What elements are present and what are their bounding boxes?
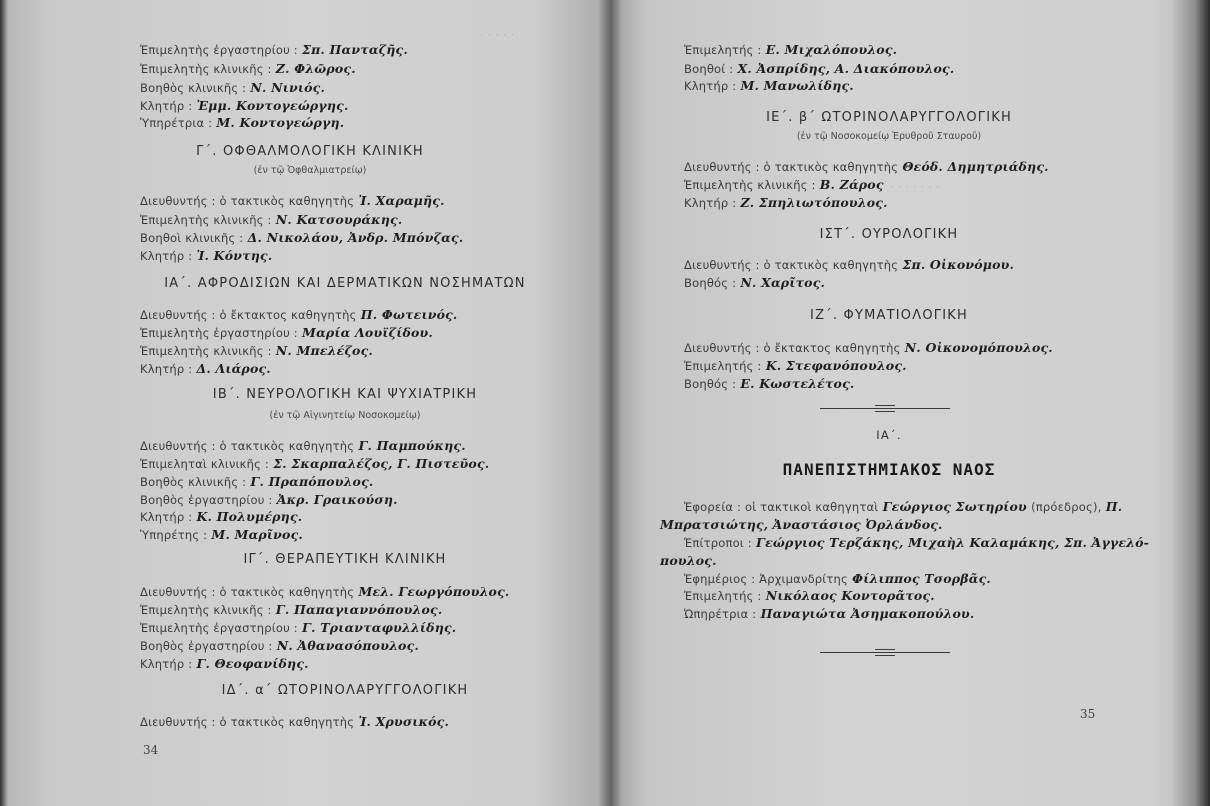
entry-line: Ἐπιμελητὴς κλινικῆς : Γ. Παπαγιαννόπουλος. — [140, 602, 443, 617]
entry-line: Ὑπηρέτρια : Μ. Κοντογεώργη. — [140, 115, 345, 130]
section-heading: ΙΔ΄. α΄ ΩΤΟΡΙΝΟΛΑΡΥΓΓΟΛΟΓΙΚΗ — [221, 683, 469, 698]
entry-line: Ἐπιμελητὴς ἐργαστηρίου : Σπ. Πανταζῆς. — [140, 42, 408, 57]
section-subtitle: (ἐν τῷ Αἰγινητείῳ Νοσοκομείῳ) — [269, 410, 421, 421]
section-heading: ΙΣΤ΄. ΟΥΡΟΛΟΓΙΚΗ — [819, 227, 959, 242]
page-number: 34 — [143, 743, 159, 757]
entry-line: Διευθυντής : ὁ τακτικὸς καθηγητὴς Ἰ. Χρυσικός. — [140, 714, 450, 729]
page-number: 35 — [1080, 707, 1096, 721]
bleed-through-text: · · · · · · · — [890, 180, 940, 194]
entry-line: Βοηθός : Ν. Χαρῖτος. — [684, 275, 826, 290]
entry-line: Ἐφημέριος : Ἀρχιμανδρίτης Φίλιππος Τσορβᾶς. — [684, 571, 991, 586]
section-heading: ΙΓ΄. ΘΕΡΑΠΕΥΤΙΚΗ ΚΛΙΝΙΚΗ — [243, 552, 447, 567]
entry-line: Διευθυντής : ὁ τακτικὸς καθηγητὴς Γ. Παμπούκης. — [140, 438, 466, 453]
entry-line: Διευθυντής : ὁ τακτικὸς καθηγητὴς Σπ. Οἰκονόμου. — [684, 257, 1015, 272]
entry-line: Κλητήρ : Ἰ. Κόντης. — [140, 248, 273, 263]
right-page — [610, 0, 1210, 806]
entry-line: Ἐπιμελητής : Ε. Μιχαλόπουλος. — [684, 42, 898, 57]
entry-line: Ἐπιμελητὴς κλινικῆς : Ζ. Φλῶρος. — [140, 61, 356, 76]
entry-line: Βοηθὸς κλινικῆς : Ν. Νινιός. — [140, 80, 326, 95]
section-heading: Γ΄. ΟΦΘΑΛΜΟΛΟΓΙΚΗ ΚΛΙΝΙΚΗ — [196, 144, 424, 159]
entry-line: Ἐπίτροποι : Γεώργιος Τερζάκης, Μιχαὴλ Καλαμάκης, Σπ. Ἀγγελό- — [684, 535, 1150, 550]
entry-line: Κλητήρ : Δ. Λιάρος. — [140, 361, 271, 376]
section-heading: ΙΕ΄. β΄ ΩΤΟΡΙΝΟΛΑΡΥΓΓΟΛΟΓΙΚΗ — [766, 110, 1012, 125]
section-heading: ΙΑ΄. ΑΦΡΟΔΙΣΙΩΝ ΚΑΙ ΔΕΡΜΑΤΙΚΩΝ ΝΟΣΗΜΑΤΩΝ — [164, 276, 526, 291]
entry-line: Κλητήρ : Ζ. Σπηλιωτόπουλος. — [684, 195, 888, 210]
church-heading: ΠΑΝΕΠΙΣΤΗΜΙΑΚΟΣ ΝΑΟΣ — [782, 460, 996, 479]
section-heading: ΙΖ΄. ΦΥΜΑΤΙΟΛΟΓΙΚΗ — [810, 308, 968, 323]
entry-line: Διευθυντής : ὁ ἔκτακτος καθηγητὴς Π. Φωτεινός. — [140, 307, 458, 322]
bleed-through-text: · · · · · — [480, 28, 515, 42]
entry-line: Ἐπιμελητὴς ἐργαστηρίου : Γ. Τριανταφυλλίδης. — [140, 620, 457, 635]
section-subtitle: (ἐν τῷ Νοσοκομείῳ Ἐρυθροῦ Σταυροῦ) — [796, 131, 982, 142]
part-label: ΙΑ΄. — [876, 428, 902, 442]
entry-line: Κλητήρ : Μ. Μανωλίδης. — [684, 78, 854, 93]
entry-line: Βοηθὸς ἐργαστηρίου : Ν. Ἀθανασόπουλος. — [140, 638, 419, 653]
page-edge-shadow — [1172, 0, 1210, 806]
book-gutter — [598, 0, 622, 806]
entry-line: Κλητήρ : Ἐμμ. Κοντογεώργης. — [140, 98, 349, 113]
section-heading: ΙΒ΄. ΝΕΥΡΟΛΟΓΙΚΗ ΚΑΙ ΨΥΧΙΑΤΡΙΚΗ — [212, 387, 478, 402]
entry-line: Ἐπιμεληταὶ κλινικῆς : Σ. Σκαρπαλέζος, Γ. Πιστεῦος. — [140, 456, 490, 471]
entry-line: Ἐπιμελητὴς κλινικῆς : Ν. Μπελέζος. — [140, 343, 373, 358]
entry-line: Ἐφορεία : οἱ τακτικοὶ καθηγηταὶ Γεώργιος Σωτηρίου (πρόεδρος), Π. — [684, 499, 1123, 514]
entry-line: Ὑπηρέτης : Μ. Μαρῖνος. — [140, 527, 303, 542]
page-edge-shadow — [0, 0, 8, 806]
entry-line: Ἐπιμελητὴς κλινικῆς : Ν. Κατσουράκης. — [140, 212, 403, 227]
entry-line: Βοηθὸς κλινικῆς : Γ. Πραπόπουλος. — [140, 474, 374, 489]
entry-line: Βοηθοὶ κλινικῆς : Δ. Νικολάου, Ἀνδρ. Μπόνζας. — [140, 230, 464, 245]
entry-line: Βοηθοί : Χ. Ἀσπρίδης, Α. Διακόπουλος. — [684, 61, 955, 76]
entry-line: Διευθυντής : ὁ ἔκτακτος καθηγητὴς Ν. Οἰκονομόπουλος. — [684, 340, 1053, 355]
section-subtitle: (ἐν τῷ Ὀφθαλμιατρείῳ) — [253, 165, 367, 176]
entry-line: Ἐπιμελητής : Νικόλαος Κοντορᾶτος. — [684, 588, 935, 603]
entry-line: Ἐπιμελητής : Κ. Στεφανόπουλος. — [684, 358, 907, 373]
entry-line: πουλος. — [660, 553, 717, 568]
entry-line: Διευθυντής : ὁ τακτικὸς καθηγητὴς Μελ. Γεωργόπουλος. — [140, 584, 510, 599]
entry-line: Διευθυντής : ὁ τακτικὸς καθηγητὴς Ἰ. Χαραμῆς. — [140, 193, 445, 208]
entry-line: Βοηθὸς ἐργαστηρίου : Ἀκρ. Γραικούση. — [140, 492, 398, 507]
entry-line: Μπρατσιώτης, Ἀναστάσιος Ὀρλάνδος. — [660, 517, 943, 532]
entry-line: Ὠπηρέτρια : Παναγιώτα Ἀσημακοπούλου. — [684, 606, 975, 621]
entry-line: Διευθυντής : ὁ τακτικὸς καθηγητὴς Θεόδ. Δημητριάδης. — [684, 159, 1049, 174]
entry-line: Ἐπιμελητὴς κλινικῆς : Β. Ζάρος — [684, 177, 884, 192]
entry-line: Βοηθός : Ε. Κωστελέτος. — [684, 376, 855, 391]
entry-line: Κλητήρ : Γ. Θεοφανίδης. — [140, 656, 309, 671]
entry-line: Ἐπιμελητὴς ἐργαστηρίου : Μαρία Λουϊζίδου. — [140, 325, 433, 340]
entry-line: Κλητήρ : Κ. Πολυμέρης. — [140, 509, 303, 524]
